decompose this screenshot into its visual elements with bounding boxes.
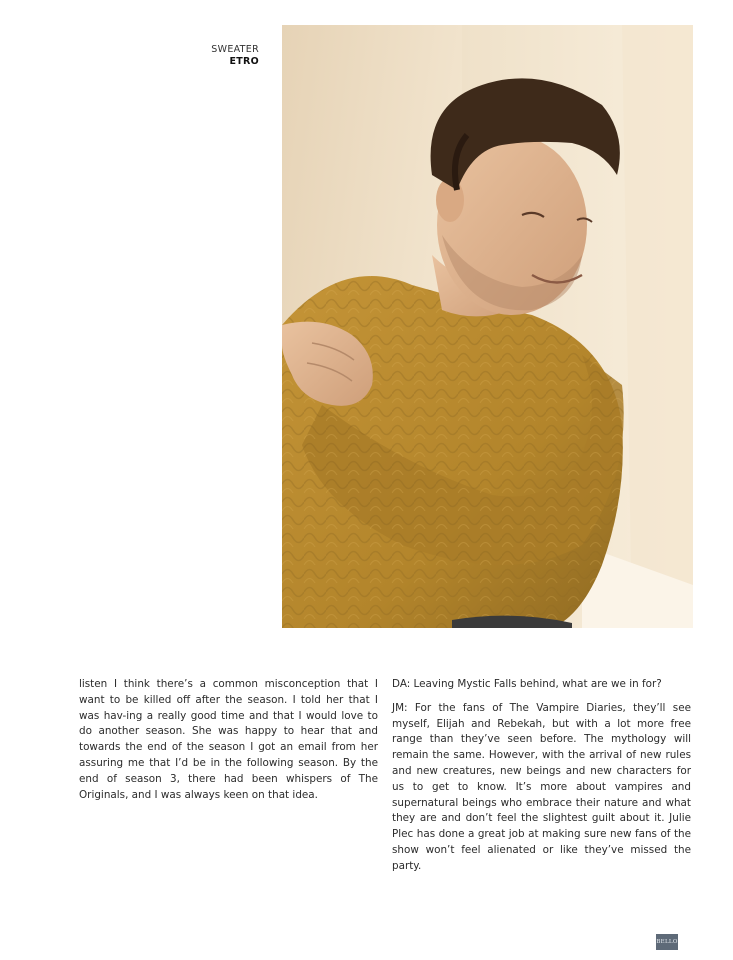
photo-credit <box>211 44 259 68</box>
interview-answer: JM: For the fans of The Vampire Diaries, they’ll see myself, Elijah and Rebekah, but with a lot more free range than they’ve seen before. The mythology will remain the same. However, with the arrival of new rules and new creatures, new beings and new characters for us to get to know. It’s more about vampires and supernatural beings who embrace their nature and what they are and don’t feel the slightest guilt about it. Julie Plec has done a great job at making sure new fans of the show won’t feel alienated or like they’ve missed the party. <box>392 701 691 872</box>
interview-question: DA: Leaving Mystic Falls behind, what are we in for? <box>392 678 662 690</box>
credit-brand-label: ETRO <box>229 56 259 67</box>
credit-item-label: SWEATER <box>211 44 259 55</box>
article-paragraph: listen I think there’s a common misconception that I want to be killed off after the season. I told her that I was hav-ing a really good time and that I would love to do another season. She was happy to hear that and towards the end of the season I got an email from her assuring me that I’d be in the following season. By the end of season 3, there had been whispers of The Originals, and I was always keen on that idea. <box>79 678 378 801</box>
portrait-photo <box>282 25 693 628</box>
magazine-folio-badge: BELLO <box>656 934 678 950</box>
article-right-column <box>392 677 691 883</box>
article-left-column <box>79 677 378 811</box>
